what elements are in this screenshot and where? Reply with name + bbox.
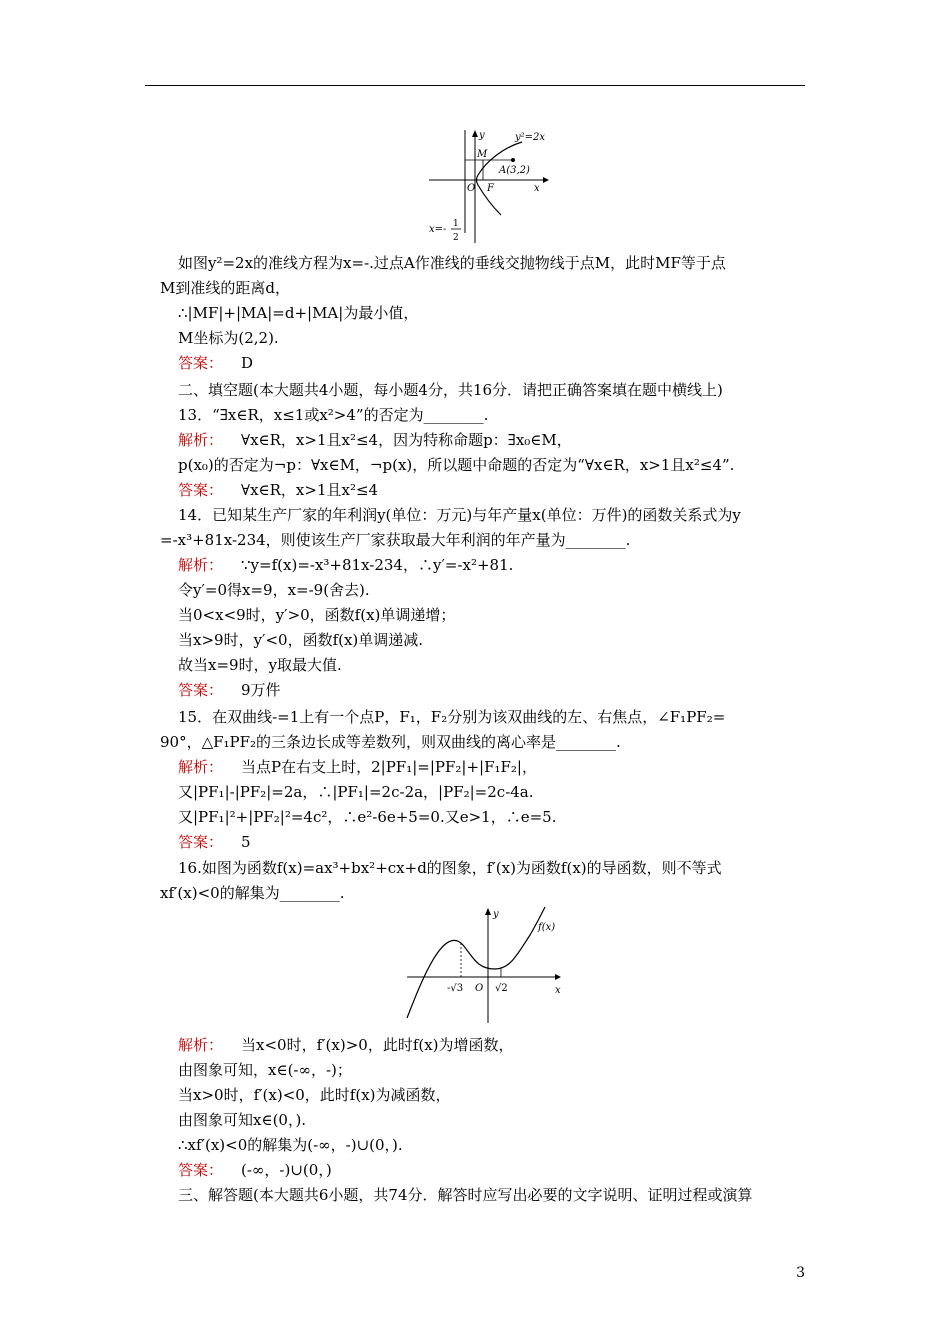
text-line (178, 555, 513, 575)
line-text: 如图y²=2x的准线方程为x=-.过点A作准线的垂线交抛物线于点M，此时MF等于点 (178, 254, 726, 272)
text-line (160, 530, 630, 550)
line-text: ∴xf′(x)<0的解集为(-∞，-)∪(0，). (178, 1136, 403, 1154)
curve-label: f(x) (538, 922, 556, 933)
line-text: ∀x∈R，x>1且x²≤4 (241, 481, 379, 499)
text-line (178, 605, 455, 625)
line-text: 二、填空题(本大题共4小题，每小题4分，共16分．请把正确答案填在题中横线上) (178, 381, 723, 399)
text-line (178, 328, 279, 348)
sqrt2-label: √2 (495, 983, 508, 994)
line-text: M坐标为(2,2). (178, 329, 279, 347)
header-rule (145, 85, 805, 86)
line-text: ∵y=f(x)=-x³+81x-234，∴y′=-x²+81. (241, 556, 514, 574)
line-text: xf′(x)<0的解集为________. (160, 884, 345, 902)
text-line (178, 303, 418, 323)
page-number: 3 (796, 1265, 805, 1281)
x-axis-arrow-icon (543, 177, 549, 183)
text-line (178, 858, 722, 878)
line-text: M到准线的距离d， (160, 279, 290, 297)
text-line (178, 253, 726, 273)
y-axis-arrow-icon (485, 908, 491, 915)
line-text: 故当x=9时，y取最大值. (178, 656, 342, 674)
y-axis-label: y (479, 130, 485, 141)
text-line (178, 655, 342, 675)
text-line (160, 278, 290, 298)
text-line (178, 630, 423, 650)
line-text: 当x<0时，f′(x)>0，此时f(x)为增函数， (241, 1036, 514, 1054)
line-text: 15．在双曲线-=1上有一个点P，F₁，F₂分别为该双曲线的左、右焦点，∠F₁PF₂= (178, 708, 726, 726)
line-text: 令y′=0得x=9，x=-9(舍去). (178, 581, 370, 599)
line-text: 14．已知某生产厂家的年利润y(单位：万元)与年产量x(单位：万件)的函数关系式为y (178, 506, 741, 524)
curve-label: y²=2x (515, 132, 546, 143)
answer-label: 答案： (178, 481, 224, 499)
parabola-figure (425, 125, 560, 245)
line-text: 90°，△F₁PF₂的三条边长成等差数列，则双曲线的离心率是________. (160, 733, 621, 751)
y-axis-arrow-icon (472, 130, 478, 137)
text-line (178, 782, 534, 802)
line-text: 当x>9时，y′<0，函数f(x)单调递减. (178, 631, 424, 649)
analysis-label: 解析： (178, 1036, 224, 1054)
line-text: 16.如图为函数f(x)=ax³+bx²+cx+d的图象，f′(x)为函数f(x)的导函数，则不等式 (178, 859, 722, 877)
answer-label: 答案： (178, 681, 224, 699)
analysis-label: 解析： (178, 556, 224, 574)
text-line (178, 807, 556, 827)
line-text: 由图象可知x∈(0，). (178, 1111, 307, 1129)
line-text: 当x>0时，f′(x)<0，此时f(x)为减函数， (178, 1086, 451, 1104)
text-line (160, 883, 344, 903)
line-text: 当点P在右支上时，2|PF₁|=|PF₂|+|F₁F₂|， (241, 758, 537, 776)
x-axis-label: x (555, 985, 561, 996)
text-line (178, 757, 537, 777)
text-line (178, 430, 572, 450)
line-text: p(x₀)的否定为¬p：∀x∈M，¬p(x)，所以题中命题的否定为“∀x∈R，x>1且x²≤4”. (178, 456, 735, 474)
text-line (178, 480, 378, 500)
text-line (178, 580, 370, 600)
text-line (178, 1110, 306, 1130)
text-line (178, 1160, 332, 1180)
line-text: D (241, 354, 254, 372)
text-line (178, 1085, 451, 1105)
text-line (178, 353, 253, 373)
cubic-curve (407, 907, 545, 1018)
answer-label: 答案： (178, 833, 224, 851)
origin-label: O (475, 983, 484, 994)
text-line (160, 732, 621, 752)
text-line (178, 455, 734, 475)
text-line (178, 405, 488, 425)
answer-label: 答案： (178, 1161, 224, 1179)
analysis-label: 解析： (178, 431, 224, 449)
cubic-figure (405, 905, 570, 1027)
line-text: 9万件 (241, 681, 281, 699)
directrix-numerator: 1 (453, 219, 459, 229)
directrix-denominator: 2 (453, 233, 459, 243)
analysis-label: 解析： (178, 758, 224, 776)
line-text: 5 (241, 833, 251, 851)
text-line (178, 1060, 352, 1080)
line-text: 又|PF₁|²+|PF₂|²=4c²，∴e²-6e+5=0.又e>1，∴e=5. (178, 808, 557, 826)
point-a (511, 158, 515, 162)
point-m-label: M (477, 149, 488, 160)
line-text: 当0<x<9时，y′>0，函数f(x)单调递增； (178, 606, 456, 624)
y-axis-label: y (493, 909, 499, 920)
line-text: ∴|MF|+|MA|=d+|MA|为最小值， (178, 304, 419, 322)
x-axis-arrow-icon (555, 974, 561, 980)
directrix-label: x=- (429, 224, 447, 235)
text-line (178, 1135, 403, 1155)
line-text: ∀x∈R，x>1且x²≤4，因为特称命题p：∃x₀∈M， (241, 431, 572, 449)
line-text: 由图象可知，x∈(-∞，-)； (178, 1061, 352, 1079)
neg-sqrt3-label: -√3 (447, 983, 464, 994)
x-axis-label: x (534, 183, 540, 194)
line-text: 三、解答题(本大题共6小题，共74分．解答时应写出必要的文字说明、证明过程或演算 (178, 1186, 753, 1204)
origin-label: O (467, 183, 476, 194)
focus-label: F (487, 183, 494, 194)
text-line (178, 380, 723, 400)
text-line (178, 832, 251, 852)
text-line (178, 680, 281, 700)
point-a-label: A(3,2) (499, 165, 530, 176)
text-line (178, 1185, 753, 1205)
line-text: =-x³+81x-234，则使该生产厂家获取最大年利润的年产量为________. (160, 531, 631, 549)
text-line (178, 505, 741, 525)
text-line (178, 1035, 514, 1055)
line-text: (-∞，-)∪(0，) (241, 1161, 332, 1179)
line-text: 又|PF₁|-|PF₂|=2a，∴|PF₁|=2c-2a，|PF₂|=2c-4a. (178, 783, 534, 801)
answer-label: 答案： (178, 354, 224, 372)
text-line (178, 707, 725, 727)
line-text: 13．“∃x∈R，x≤1或x²>4”的否定为________. (178, 406, 489, 424)
